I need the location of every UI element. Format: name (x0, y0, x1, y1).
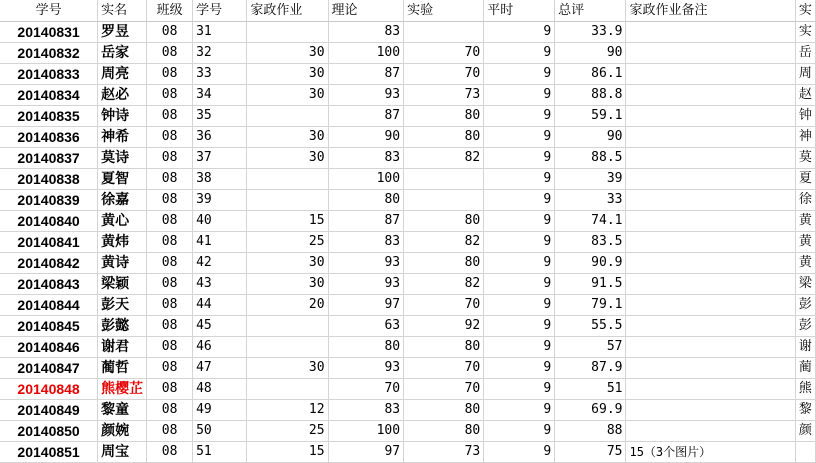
cell-homework-note[interactable] (626, 169, 795, 190)
cell-homework[interactable] (247, 106, 328, 127)
cell-theory[interactable]: 70 (328, 379, 404, 400)
table-row (0, 22, 816, 43)
cell-extra[interactable]: 岳 (795, 43, 815, 64)
cell-number[interactable]: 46 (193, 337, 247, 358)
cell-experiment[interactable]: 70 (404, 379, 484, 400)
cell-name[interactable]: 熊樱芷 (98, 379, 147, 400)
cell-homework-note[interactable] (626, 106, 795, 127)
table-row (0, 85, 816, 106)
cell-extra[interactable]: 周 (795, 64, 815, 85)
cell-experiment[interactable]: 80 (404, 106, 484, 127)
cell-experiment[interactable]: 80 (404, 253, 484, 274)
cell-student-id[interactable]: 20140834 (0, 85, 98, 106)
cell-extra[interactable]: 熊 (795, 379, 815, 400)
cell-number[interactable]: 44 (193, 295, 247, 316)
cell-theory[interactable]: 97 (328, 295, 404, 316)
cell-extra[interactable]: 黄 (795, 211, 815, 232)
cell-experiment[interactable]: 70 (404, 43, 484, 64)
cell-number[interactable]: 51 (193, 442, 247, 463)
cell-class[interactable]: 08 (147, 358, 193, 379)
cell-class[interactable]: 08 (147, 85, 193, 106)
cell-homework-note[interactable] (626, 211, 795, 232)
cell-theory[interactable]: 93 (328, 85, 404, 106)
header-cell-student-id[interactable]: 学号 (0, 0, 98, 22)
cell-experiment[interactable]: 70 (404, 64, 484, 85)
cell-student-id[interactable]: 20140843 (0, 274, 98, 295)
cell-extra[interactable]: 钟 (795, 106, 815, 127)
table-row (0, 337, 816, 358)
cell-total[interactable]: 75 (555, 442, 626, 463)
cell-total[interactable]: 86.1 (555, 64, 626, 85)
cell-total[interactable]: 55.5 (555, 316, 626, 337)
cell-homework-note[interactable] (626, 337, 795, 358)
cell-theory[interactable]: 87 (328, 106, 404, 127)
cell-experiment[interactable]: 80 (404, 400, 484, 421)
cell-extra[interactable]: 谢 (795, 337, 815, 358)
cell-class[interactable]: 08 (147, 169, 193, 190)
cell-student-id[interactable]: 20140831 (0, 22, 98, 43)
cell-student-id[interactable]: 20140832 (0, 43, 98, 64)
cell-student-id[interactable]: 20140837 (0, 148, 98, 169)
header-cell-theory[interactable]: 理论 (328, 0, 404, 22)
table-row (0, 379, 816, 400)
cell-theory[interactable]: 83 (328, 400, 404, 421)
cell-name[interactable]: 谢君 (98, 337, 147, 358)
cell-class[interactable]: 08 (147, 274, 193, 295)
cell-usual[interactable]: 9 (484, 253, 555, 274)
cell-class[interactable]: 08 (147, 253, 193, 274)
cell-student-id[interactable]: 20140846 (0, 337, 98, 358)
cell-total[interactable]: 90 (555, 127, 626, 148)
cell-experiment[interactable]: 92 (404, 316, 484, 337)
header-cell-name[interactable]: 实名 (98, 0, 147, 22)
cell-extra[interactable]: 实 (795, 22, 815, 43)
cell-homework-note[interactable] (626, 232, 795, 253)
cell-name[interactable]: 神希 (98, 127, 147, 148)
cell-name[interactable]: 黎童 (98, 400, 147, 421)
cell-class[interactable]: 08 (147, 148, 193, 169)
cell-homework[interactable]: 30 (247, 127, 328, 148)
cell-homework[interactable]: 12 (247, 400, 328, 421)
cell-number[interactable]: 37 (193, 148, 247, 169)
cell-experiment[interactable]: 70 (404, 295, 484, 316)
cell-total[interactable]: 87.9 (555, 358, 626, 379)
cell-usual[interactable]: 9 (484, 379, 555, 400)
cell-extra[interactable]: 梁 (795, 274, 815, 295)
cell-student-id[interactable]: 20140840 (0, 211, 98, 232)
cell-total[interactable]: 74.1 (555, 211, 626, 232)
cell-usual[interactable]: 9 (484, 442, 555, 463)
cell-homework-note[interactable] (626, 400, 795, 421)
cell-homework[interactable] (247, 337, 328, 358)
cell-extra[interactable]: 彭 (795, 316, 815, 337)
cell-theory[interactable]: 93 (328, 358, 404, 379)
cell-theory[interactable]: 80 (328, 337, 404, 358)
cell-name[interactable]: 岳家 (98, 43, 147, 64)
cell-usual[interactable]: 9 (484, 358, 555, 379)
table-row (0, 421, 816, 442)
cell-extra[interactable]: 夏 (795, 169, 815, 190)
cell-name[interactable]: 蔺哲 (98, 358, 147, 379)
cell-number[interactable]: 48 (193, 379, 247, 400)
cell-homework[interactable]: 30 (247, 358, 328, 379)
cell-experiment[interactable]: 82 (404, 232, 484, 253)
cell-theory[interactable]: 90 (328, 127, 404, 148)
cell-usual[interactable]: 9 (484, 421, 555, 442)
cell-extra[interactable]: 蔺 (795, 358, 815, 379)
cell-homework-note[interactable] (626, 253, 795, 274)
cell-experiment[interactable]: 80 (404, 337, 484, 358)
cell-class[interactable]: 08 (147, 106, 193, 127)
cell-student-id[interactable]: 20140833 (0, 64, 98, 85)
cell-experiment[interactable]: 82 (404, 274, 484, 295)
cell-homework-note[interactable] (626, 358, 795, 379)
cell-total[interactable]: 33.9 (555, 22, 626, 43)
cell-class[interactable]: 08 (147, 337, 193, 358)
cell-number[interactable]: 38 (193, 169, 247, 190)
cell-homework-note[interactable] (626, 421, 795, 442)
cell-theory[interactable]: 93 (328, 253, 404, 274)
cell-total[interactable]: 91.5 (555, 274, 626, 295)
cell-extra[interactable]: 黄 (795, 232, 815, 253)
table-row (0, 169, 816, 190)
cell-class[interactable]: 08 (147, 211, 193, 232)
cell-class[interactable]: 08 (147, 316, 193, 337)
cell-name[interactable]: 黄心 (98, 211, 147, 232)
cell-total[interactable]: 79.1 (555, 295, 626, 316)
cell-homework[interactable]: 15 (247, 442, 328, 463)
cell-usual[interactable]: 9 (484, 274, 555, 295)
cell-usual[interactable]: 9 (484, 400, 555, 421)
cell-extra[interactable] (795, 442, 815, 463)
cell-usual[interactable]: 9 (484, 22, 555, 43)
cell-name[interactable]: 赵必 (98, 85, 147, 106)
cell-usual[interactable]: 9 (484, 169, 555, 190)
cell-name[interactable]: 周宝 (98, 442, 147, 463)
cell-homework[interactable]: 15 (247, 211, 328, 232)
cell-homework[interactable] (247, 316, 328, 337)
cell-homework-note[interactable] (626, 295, 795, 316)
cell-experiment[interactable] (404, 22, 484, 43)
cell-experiment[interactable]: 73 (404, 85, 484, 106)
table-row (0, 442, 816, 463)
cell-number[interactable]: 40 (193, 211, 247, 232)
cell-extra[interactable]: 莫 (795, 148, 815, 169)
cell-experiment[interactable]: 73 (404, 442, 484, 463)
table-row (0, 358, 816, 379)
cell-student-id[interactable]: 20140851 (0, 442, 98, 463)
cell-total[interactable]: 88 (555, 421, 626, 442)
cell-class[interactable]: 08 (147, 442, 193, 463)
header-cell-class[interactable]: 班级 (147, 0, 193, 22)
cell-theory[interactable]: 83 (328, 232, 404, 253)
cell-homework-note[interactable] (626, 148, 795, 169)
cell-homework-note[interactable] (626, 316, 795, 337)
table-row (0, 211, 816, 232)
header-cell-homework[interactable]: 家政作业 (247, 0, 328, 22)
cell-usual[interactable]: 9 (484, 64, 555, 85)
cell-student-id[interactable]: 20140849 (0, 400, 98, 421)
cell-experiment[interactable]: 70 (404, 358, 484, 379)
cell-homework-note[interactable] (626, 190, 795, 211)
cell-extra[interactable]: 徐 (795, 190, 815, 211)
cell-usual[interactable]: 9 (484, 85, 555, 106)
cell-homework[interactable]: 30 (247, 43, 328, 64)
cell-homework-note[interactable] (626, 85, 795, 106)
cell-number[interactable]: 32 (193, 43, 247, 64)
cell-name[interactable]: 周亮 (98, 64, 147, 85)
cell-name[interactable]: 彭懿 (98, 316, 147, 337)
cell-name[interactable]: 钟诗 (98, 106, 147, 127)
cell-homework[interactable]: 30 (247, 85, 328, 106)
cell-theory[interactable]: 87 (328, 64, 404, 85)
cell-extra[interactable]: 彭 (795, 295, 815, 316)
table-row (0, 190, 816, 211)
cell-student-id[interactable]: 20140838 (0, 169, 98, 190)
cell-name[interactable]: 莫诗 (98, 148, 147, 169)
cell-class[interactable]: 08 (147, 295, 193, 316)
cell-number[interactable]: 49 (193, 400, 247, 421)
cell-student-id[interactable]: 20140845 (0, 316, 98, 337)
cell-total[interactable]: 90 (555, 43, 626, 64)
cell-experiment[interactable] (404, 190, 484, 211)
header-cell-total[interactable]: 总评 (555, 0, 626, 22)
header-cell-experiment[interactable]: 实验 (404, 0, 484, 22)
cell-usual[interactable]: 9 (484, 232, 555, 253)
cell-extra[interactable]: 黎 (795, 400, 815, 421)
cell-experiment[interactable]: 80 (404, 127, 484, 148)
header-cell-number[interactable]: 学号 (193, 0, 247, 22)
cell-number[interactable]: 41 (193, 232, 247, 253)
cell-theory[interactable]: 83 (328, 22, 404, 43)
cell-name[interactable]: 彭天 (98, 295, 147, 316)
cell-homework[interactable]: 30 (247, 64, 328, 85)
cell-usual[interactable]: 9 (484, 295, 555, 316)
cell-student-id[interactable]: 20140847 (0, 358, 98, 379)
cell-student-id[interactable]: 20140844 (0, 295, 98, 316)
table-row (0, 274, 816, 295)
cell-student-id[interactable]: 20140836 (0, 127, 98, 148)
header-row (0, 0, 816, 22)
header-cell-usual[interactable]: 平时 (484, 0, 555, 22)
cell-theory[interactable]: 87 (328, 211, 404, 232)
cell-total[interactable]: 59.1 (555, 106, 626, 127)
cell-usual[interactable]: 9 (484, 337, 555, 358)
cell-experiment[interactable]: 80 (404, 421, 484, 442)
cell-total[interactable]: 88.5 (555, 148, 626, 169)
cell-number[interactable]: 35 (193, 106, 247, 127)
cell-experiment[interactable]: 80 (404, 211, 484, 232)
cell-name[interactable]: 梁颖 (98, 274, 147, 295)
cell-homework-note[interactable] (626, 274, 795, 295)
cell-homework[interactable] (247, 379, 328, 400)
cell-usual[interactable]: 9 (484, 43, 555, 64)
cell-homework[interactable] (247, 22, 328, 43)
cell-theory[interactable]: 63 (328, 316, 404, 337)
cell-class[interactable]: 08 (147, 232, 193, 253)
cell-student-id[interactable]: 20140835 (0, 106, 98, 127)
cell-usual[interactable]: 9 (484, 211, 555, 232)
cell-student-id[interactable]: 20140842 (0, 253, 98, 274)
cell-total[interactable]: 88.8 (555, 85, 626, 106)
table-row (0, 106, 816, 127)
table-row (0, 64, 816, 85)
header-cell-extra[interactable]: 实 (795, 0, 815, 22)
table-row (0, 148, 816, 169)
cell-class[interactable]: 08 (147, 127, 193, 148)
cell-class[interactable]: 08 (147, 22, 193, 43)
cell-homework-note[interactable] (626, 43, 795, 64)
cell-number[interactable]: 33 (193, 64, 247, 85)
cell-number[interactable]: 47 (193, 358, 247, 379)
cell-extra[interactable]: 神 (795, 127, 815, 148)
cell-student-id[interactable]: 20140839 (0, 190, 98, 211)
cell-extra[interactable]: 颜 (795, 421, 815, 442)
cell-total[interactable]: 83.5 (555, 232, 626, 253)
cell-experiment[interactable] (404, 169, 484, 190)
cell-usual[interactable]: 9 (484, 148, 555, 169)
cell-experiment[interactable]: 82 (404, 148, 484, 169)
cell-student-id[interactable]: 20140850 (0, 421, 98, 442)
table-row (0, 316, 816, 337)
cell-total[interactable]: 57 (555, 337, 626, 358)
cell-theory[interactable]: 83 (328, 148, 404, 169)
cell-theory[interactable]: 80 (328, 190, 404, 211)
cell-number[interactable]: 39 (193, 190, 247, 211)
cell-homework-note[interactable] (626, 22, 795, 43)
cell-class[interactable]: 08 (147, 64, 193, 85)
cell-usual[interactable]: 9 (484, 127, 555, 148)
cell-total[interactable]: 33 (555, 190, 626, 211)
cell-name[interactable]: 徐嘉 (98, 190, 147, 211)
cell-homework[interactable]: 30 (247, 253, 328, 274)
cell-number[interactable]: 31 (193, 22, 247, 43)
cell-name[interactable]: 夏智 (98, 169, 147, 190)
cell-class[interactable]: 08 (147, 190, 193, 211)
table-row (0, 253, 816, 274)
cell-homework[interactable] (247, 190, 328, 211)
cell-total[interactable]: 90.9 (555, 253, 626, 274)
cell-class[interactable]: 08 (147, 379, 193, 400)
table-row (0, 232, 816, 253)
cell-number[interactable]: 34 (193, 85, 247, 106)
cell-name[interactable]: 颜婉 (98, 421, 147, 442)
cell-number[interactable]: 43 (193, 274, 247, 295)
cell-homework-note[interactable]: 15（3个图片） (626, 442, 795, 463)
cell-homework[interactable] (247, 169, 328, 190)
cell-name[interactable]: 黄炜 (98, 232, 147, 253)
cell-total[interactable]: 51 (555, 379, 626, 400)
cell-number[interactable]: 36 (193, 127, 247, 148)
cell-student-id[interactable]: 20140848 (0, 379, 98, 400)
cell-homework[interactable]: 30 (247, 274, 328, 295)
cell-number[interactable]: 45 (193, 316, 247, 337)
cell-theory[interactable]: 97 (328, 442, 404, 463)
cell-homework[interactable]: 20 (247, 295, 328, 316)
cell-theory[interactable]: 100 (328, 43, 404, 64)
cell-class[interactable]: 08 (147, 43, 193, 64)
cell-usual[interactable]: 9 (484, 106, 555, 127)
cell-total[interactable]: 69.9 (555, 400, 626, 421)
header-cell-homework-note[interactable]: 家政作业备注 (626, 0, 795, 22)
cell-homework-note[interactable] (626, 379, 795, 400)
cell-homework[interactable]: 30 (247, 148, 328, 169)
cell-student-id[interactable]: 20140841 (0, 232, 98, 253)
cell-theory[interactable]: 100 (328, 421, 404, 442)
cell-class[interactable]: 08 (147, 400, 193, 421)
cell-homework[interactable]: 25 (247, 421, 328, 442)
table-row (0, 43, 816, 64)
cell-name[interactable]: 罗昱 (98, 22, 147, 43)
cell-number[interactable]: 50 (193, 421, 247, 442)
cell-homework[interactable]: 25 (247, 232, 328, 253)
cell-class[interactable]: 08 (147, 421, 193, 442)
cell-theory[interactable]: 100 (328, 169, 404, 190)
cell-theory[interactable]: 93 (328, 274, 404, 295)
cell-homework-note[interactable] (626, 64, 795, 85)
cell-usual[interactable]: 9 (484, 190, 555, 211)
cell-extra[interactable]: 黄 (795, 253, 815, 274)
table-row (0, 295, 816, 316)
cell-homework-note[interactable] (626, 127, 795, 148)
cell-name[interactable]: 黄诗 (98, 253, 147, 274)
cell-extra[interactable]: 赵 (795, 85, 815, 106)
cell-usual[interactable]: 9 (484, 316, 555, 337)
cell-number[interactable]: 42 (193, 253, 247, 274)
cell-total[interactable]: 39 (555, 169, 626, 190)
table-row (0, 127, 816, 148)
table-row (0, 400, 816, 421)
